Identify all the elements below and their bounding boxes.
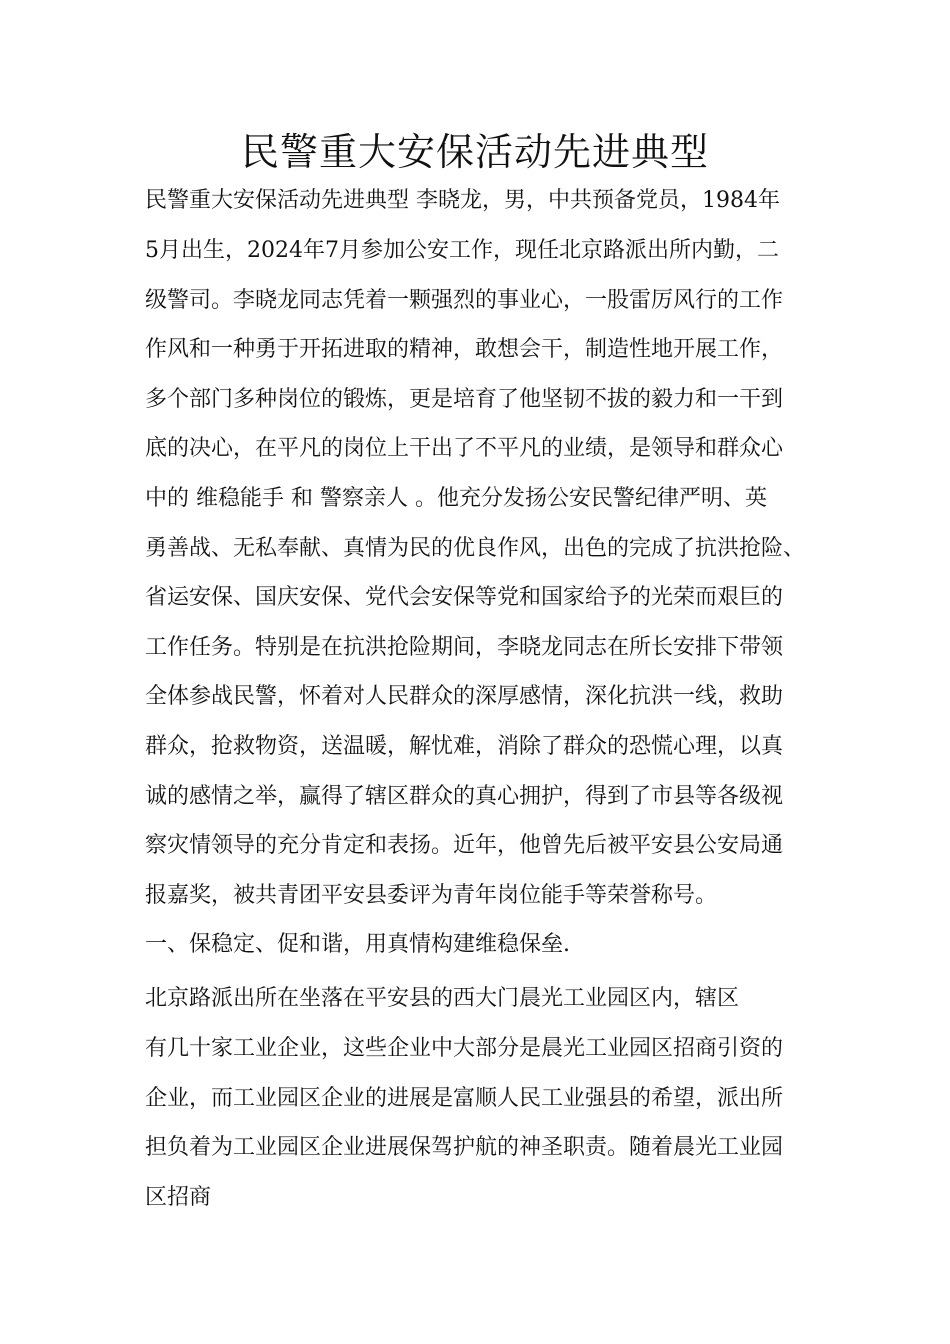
body-line: 察灾情领导的充分肯定和表扬。近年，他曾先后被平安县公安局通 bbox=[145, 833, 784, 858]
section-heading: 一、保稳定、促和谐，用真情构建维稳保垒. bbox=[145, 932, 570, 957]
body-line: 报嘉奖，被共青团平安县委评为青年岗位能手等荣誉称号。 bbox=[145, 883, 718, 908]
body-line: 全体参战民警，怀着对人民群众的深厚感情，深化抗洪一线，救助 bbox=[145, 684, 784, 709]
body-line: 北京路派出所在坐落在平安县的西大门晨光工业园区内，辖区 bbox=[145, 986, 740, 1011]
body-line: 企业，而工业园区企业的进展是富顺人民工业强县的希望，派出所 bbox=[145, 1086, 784, 1111]
body-line: 省运安保、国庆安保、党代会安保等党和国家给予的光荣而艰巨的 bbox=[145, 585, 784, 610]
body-line: 作风和一种勇于开拓进取的精神，敢想会干，制造性地开展工作， bbox=[145, 337, 784, 362]
body-line: 民警重大安保活动先进典型 李晓龙，男，中共预备党员，1984年 bbox=[145, 188, 780, 213]
body-line: 工作任务。特别是在抗洪抢险期间，李晓龙同志在所长安排下带领 bbox=[145, 635, 784, 660]
body-line: 多个部门多种岗位的锻炼，更是培育了他坚韧不拔的毅力和一干到 bbox=[145, 387, 784, 412]
body-line: 5月出生，2024年7月参加公安工作，现任北京路派出所内勤，二 bbox=[145, 238, 779, 263]
body-line: 担负着为工业园区企业进展保驾护航的神圣职责。随着晨光工业园 bbox=[145, 1135, 784, 1160]
document-title: 民警重大安保活动先进典型 bbox=[240, 130, 709, 174]
body-line: 区招商 bbox=[145, 1185, 212, 1210]
body-line: 有几十家工业企业，这些企业中大部分是晨光工业园区招商引资的 bbox=[145, 1036, 784, 1061]
body-line: 中的 维稳能手 和 警察亲人 。他充分发扬公安民警纪律严明、英 bbox=[145, 486, 767, 511]
body-line: 诚的感情之举，赢得了辖区群众的真心拥护，得到了市县等各级视 bbox=[145, 784, 784, 809]
body-line: 勇善战、无私奉献、真情为民的优良作风，出色的完成了抗洪抢险、 bbox=[145, 536, 806, 561]
body-line: 级警司。李晓龙同志凭着一颗强烈的事业心，一股雷厉风行的工作 bbox=[145, 288, 784, 313]
body-line: 底的决心，在平凡的岗位上干出了不平凡的业绩，是领导和群众心 bbox=[145, 436, 784, 461]
body-line: 群众，抢救物资，送温暖，解忧难，消除了群众的恐慌心理，以真 bbox=[145, 734, 784, 759]
